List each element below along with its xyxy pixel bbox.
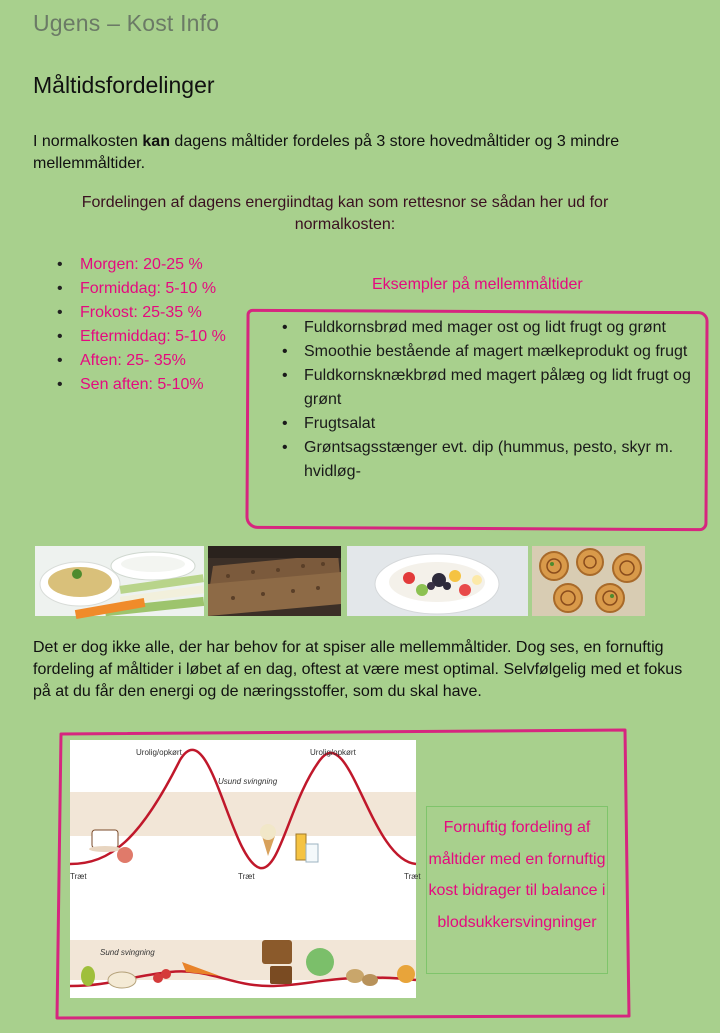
examples-list bbox=[282, 316, 702, 484]
intro-paragraph bbox=[33, 131, 683, 175]
list-item: • Fuldkornsbrød med mager ost og lidt frugt og grønt bbox=[282, 316, 702, 340]
list-item: • Fuldkornsknækbrød med magert pålæg og lidt frugt og grønt bbox=[282, 364, 702, 412]
list-item: • Eftermiddag: 5-10 % bbox=[55, 325, 226, 349]
page-header: Ugens – Kost Info bbox=[33, 10, 220, 36]
pastry-rolls-photo bbox=[532, 546, 645, 616]
intro-text-after: dagens måltider fordeles på 3 store hovedmåltider og 3 mindre mellemmåltider. bbox=[33, 133, 620, 172]
apple-icon bbox=[397, 965, 415, 983]
ice-cream-icon bbox=[260, 824, 276, 856]
curve-healthy-label: Sund svingning bbox=[100, 948, 155, 957]
list-item: • Grøntsagsstænger evt. dip (hummus, pesto, skyr m. hvidløg- bbox=[282, 436, 702, 484]
section-heading: Måltidsfordelinger bbox=[33, 72, 215, 98]
distribution-text: Fordelingen af dagens energiindtag kan som rettesnor se sådan her ud for normalkosten: bbox=[81, 194, 609, 233]
body-paragraph: Det er dog ikke alle, der har behov for at spiser alle mellemmåltider. Dog ses, en fornuftig fordeling af måltider i løbet af en dag, oftest at være mest optimal. Selvfølgelig med et fokus på at du får den energi og de næringsstoffer, som du skal have. bbox=[33, 639, 683, 700]
examples-title: Eksempler på mellemmåltider bbox=[372, 276, 583, 293]
curve-peak-label-1: Urolig/opkørt bbox=[136, 748, 182, 757]
intro-bold-word: kan bbox=[142, 133, 170, 150]
list-item: • Smoothie bestående af magert mælkeprodukt og frugt bbox=[282, 340, 702, 364]
list-item: • Aften: 25- 35% bbox=[55, 349, 226, 373]
bowl-icon bbox=[108, 972, 136, 988]
hummus-vegetable-sticks-photo bbox=[35, 546, 204, 616]
pear-icon bbox=[81, 966, 95, 986]
note-text: Fornuftig fordeling af måltider med en fornuftig kost bidrager til balance i blodsukkersvingninger bbox=[428, 819, 606, 931]
fruit-salad-photo bbox=[347, 546, 528, 616]
curve-peak-label-2: Urolig/opkørt bbox=[310, 748, 356, 757]
meal-distribution-list bbox=[55, 253, 226, 397]
list-item: • Sen aften: 5-10% bbox=[55, 373, 226, 397]
blood-sugar-illustration bbox=[70, 740, 421, 998]
list-item: • Frugtsalat bbox=[282, 412, 702, 436]
intro-text-before: I normalkosten bbox=[33, 133, 143, 150]
crispbread-photo bbox=[208, 546, 341, 616]
list-item: • Morgen: 20-25 % bbox=[55, 253, 226, 277]
cabbage-icon bbox=[306, 948, 334, 976]
curve-unhealthy-label: Usund svingning bbox=[218, 777, 278, 786]
list-item: • Formiddag: 5-10 % bbox=[55, 277, 226, 301]
curve-tired-label-1: Træt bbox=[70, 872, 87, 881]
soda-bottle-icon bbox=[296, 834, 318, 862]
curve-tired-label-2: Træt bbox=[238, 872, 255, 881]
list-item: • Frokost: 25-35 % bbox=[55, 301, 226, 325]
curve-tired-label-3: Træt bbox=[404, 872, 421, 881]
